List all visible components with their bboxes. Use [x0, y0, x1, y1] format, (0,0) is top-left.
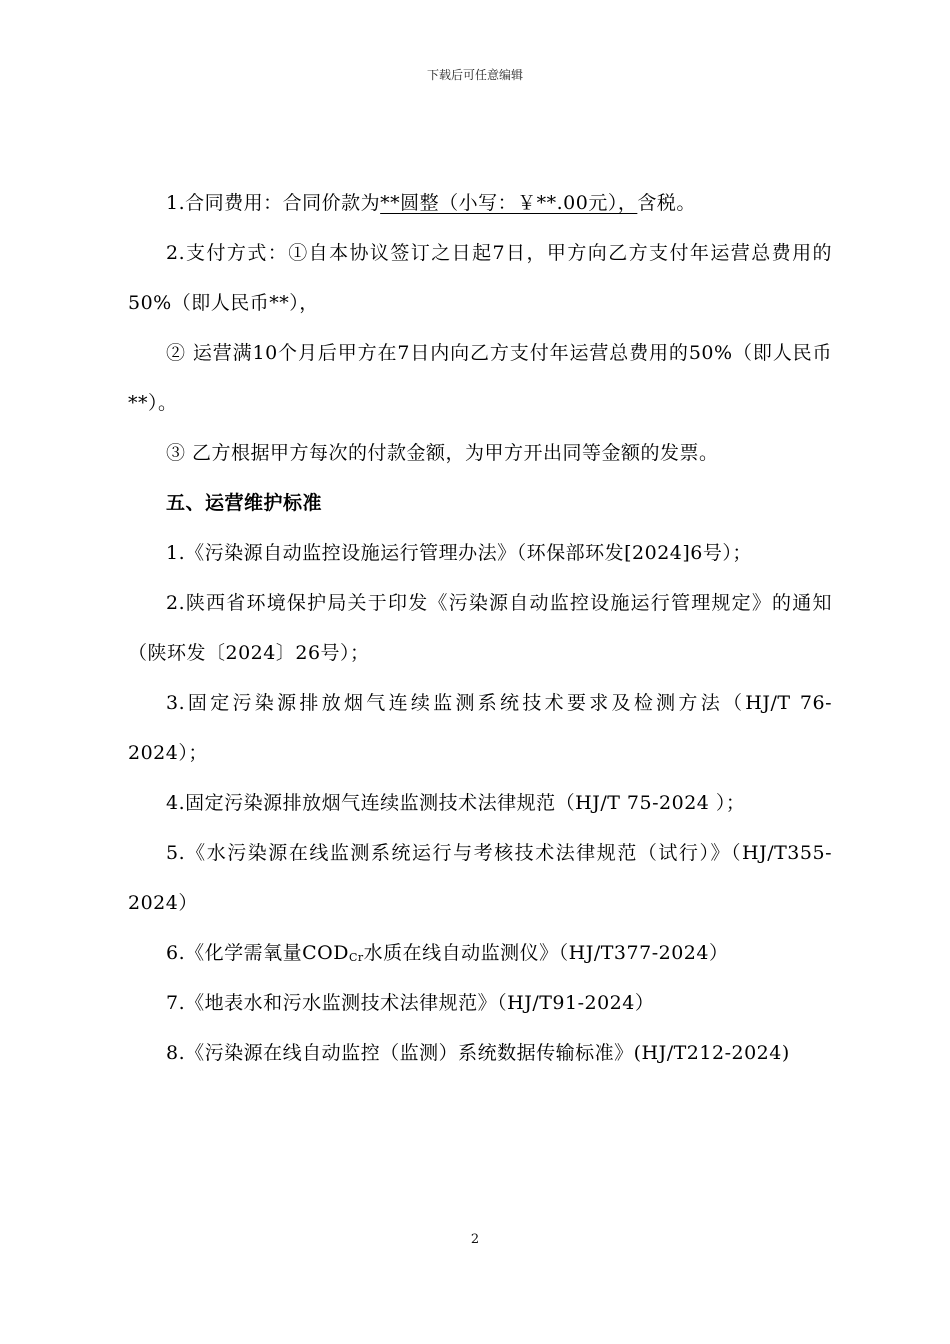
standard-item-7: 7.《地表水和污水监测技术法律规范》（HJ/T91-2024）: [166, 992, 655, 1014]
page-header-note: 下载后可任意编辑: [426, 68, 523, 82]
standard-item-6-subscript: Cr: [348, 951, 364, 964]
contract-fee-prefix: 1.合同费用：合同价款为: [166, 192, 381, 214]
standard-item-4: 4.固定污染源排放烟气连续监测技术法律规范（HJ/T 75-2024 ）；: [166, 792, 746, 814]
invoice-paragraph: ③ 乙方根据甲方每次的付款金额，为甲方开出同等金额的发票。: [166, 442, 719, 464]
standard-item-6-prefix: 6.《化学需氧量COD: [166, 942, 349, 964]
standard-item-6-suffix: 水质在线自动监测仪》（HJ/T377-2024）: [363, 942, 729, 964]
standard-item-1: 1.《污染源自动监控设施运行管理办法》（环保部环发[2024]6号）；: [166, 542, 752, 564]
page-number: 2: [470, 1232, 480, 1247]
payment-method-paragraph: 2.支付方式：①自本协议签订之日起7日，甲方向乙方支付年运营总费用的50%（即人民币**），: [128, 242, 832, 314]
standard-item-6: [128, 928, 832, 978]
payment-second-installment: ② 运营满10个月后甲方在7日内向乙方支付年运营总费用的50%（即人民币**）。: [128, 342, 832, 414]
section-five-title: 五、运营维护标准: [166, 492, 323, 514]
standard-item-8: 8.《污染源在线自动监控（监测）系统数据传输标准》(HJ/T212-2024): [166, 1042, 790, 1064]
contract-fee-paragraph: [128, 178, 832, 228]
standard-item-3: 3.固定污染源排放烟气连续监测系统技术要求及检测方法（HJ/T 76-2024）；: [128, 692, 832, 764]
contract-fee-suffix: 含税。: [637, 192, 696, 214]
contract-fee-amount: **圆整（小写：￥**.00元），: [380, 192, 638, 214]
document-body: [128, 178, 832, 1078]
standard-item-2: 2.陕西省环境保护局关于印发《污染源自动监控设施运行管理规定》的通知（陕环发〔2024〕26号）；: [128, 592, 832, 664]
standard-item-5: 5.《水污染源在线监测系统运行与考核技术法律规范（试行）》（HJ/T355-2024）: [128, 842, 832, 914]
